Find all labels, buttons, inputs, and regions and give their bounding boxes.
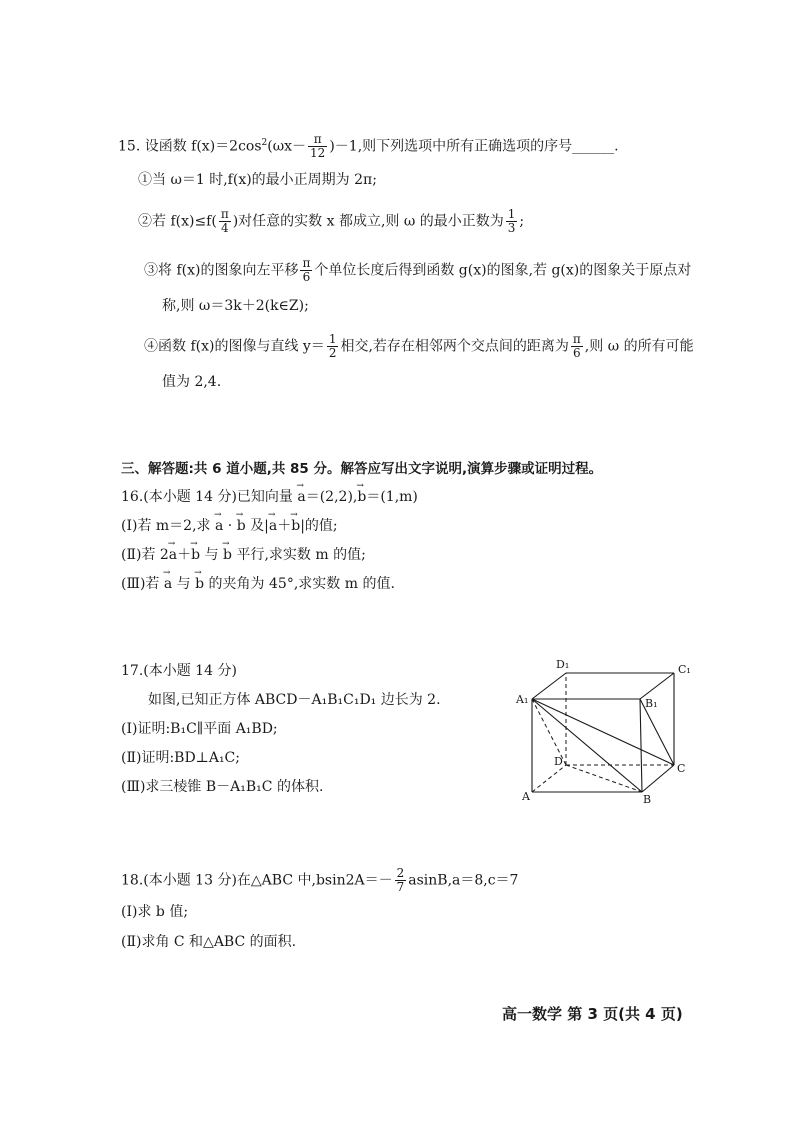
edge-BD <box>566 765 642 792</box>
label-C: C <box>677 762 686 775</box>
fraction: $\frac{2}{7}$ <box>396 866 405 894</box>
edge-BB1 <box>640 699 642 792</box>
q18-stem: 18.(本小题 13 分)在△ABC 中,bsin2A＝－ $\frac{2}{7}$ asinB,a＝8,c＝7 <box>121 866 519 894</box>
fraction: $\frac{1}{3}$ <box>507 207 516 235</box>
q15-option-2: ②若 f(x)≤f( $\frac{\pi}{4}$ )对任意的实数 x 都成立,则 ω 的最小正数为 $\frac{1}{3}$ ; <box>138 207 525 235</box>
q17-description: 如图,已知正方体 ABCD－A₁B₁C₁D₁ 边长为 2. <box>148 692 441 708</box>
q16-part-2: (Ⅱ)若 2→ a＋→ b 与 → b 平行,求实数 m 的值; <box>121 545 366 565</box>
q16-part-3: (Ⅲ)若 → a 与 → b 的夹角为 45°,求实数 m 的值. <box>121 574 395 594</box>
q15-option-1: ①当 ω＝1 时,f(x)的最小正周期为 2π; <box>138 172 377 188</box>
label-D1: D₁ <box>556 658 570 671</box>
fraction: $\frac{\pi}{6}$ <box>572 332 581 360</box>
fraction: $\frac{\pi}{6}$ <box>302 256 311 284</box>
q16-part-1: (Ⅰ)若 m＝2,求 → a · → b 及|→ a＋→ b|的值; <box>121 516 338 536</box>
cube-figure <box>510 655 700 815</box>
label-A1: A₁ <box>516 693 529 706</box>
q15-option-4-cont: 值为 2,4. <box>162 374 222 390</box>
q15-option-4: ④函数 f(x)的图像与直线 y＝ $\frac{1}{2}$ 相交,若存在相邻两个交点间的距离为 $\frac{\pi}{6}$ ,则 ω 的所有可能 <box>144 332 694 360</box>
q15-option-3: ③将 f(x)的图象向左平移 $\frac{\pi}{6}$ 个单位长度后得到函数 g(x)的图象,若 g(x)的图象关于原点对 <box>144 256 692 284</box>
fraction: $\frac{\pi}{4}$ <box>220 207 229 235</box>
edge-A1D1 <box>532 673 566 699</box>
edge-AD <box>532 765 566 792</box>
q17-part-3: (Ⅲ)求三棱锥 B－A₁B₁C 的体积. <box>121 779 324 795</box>
section-heading: 三、解答题:共 6 道小题,共 85 分。解答应写出文字说明,演算步骤或证明过程。 <box>121 461 603 477</box>
q18-part-2: (Ⅱ)求角 C 和△ABC 的面积. <box>121 934 297 950</box>
q17-part-2: (Ⅱ)证明:BD⊥A₁C; <box>121 750 240 766</box>
label-C1: C₁ <box>678 663 691 676</box>
q17-stem: 17.(本小题 14 分) <box>121 663 237 679</box>
edge-B1C1 <box>640 673 674 699</box>
fraction: $\frac{1}{2}$ <box>328 332 337 360</box>
label-D: D <box>554 755 563 768</box>
label-B1: B₁ <box>645 697 658 710</box>
page-footer: 高一数学 第 3 页(共 4 页) <box>502 1005 683 1023</box>
q16-stem: 16.(本小题 14 分)已知向量 → a＝(2,2),→ b＝(1,m) <box>121 487 418 507</box>
label-A: A <box>522 790 530 803</box>
q18-part-1: (Ⅰ)求 b 值; <box>121 904 189 920</box>
q15-option-3-cont: 称,则 ω＝3k＋2(k∈Z); <box>162 298 309 314</box>
q17-part-1: (Ⅰ)证明:B₁C∥平面 A₁BD; <box>121 721 278 737</box>
edge-BC <box>642 765 674 792</box>
q15-stem: 15. 设函数 $f(x)=2\cos^2(\omega x-$ $\frac{\pi}{12}$ )－1,则下列选项中所有正确选项的序号______. <box>118 132 619 161</box>
edge-A1B <box>532 699 642 792</box>
label-B: B <box>643 793 652 806</box>
fraction: $\frac{\pi}{12}$ <box>310 132 326 161</box>
